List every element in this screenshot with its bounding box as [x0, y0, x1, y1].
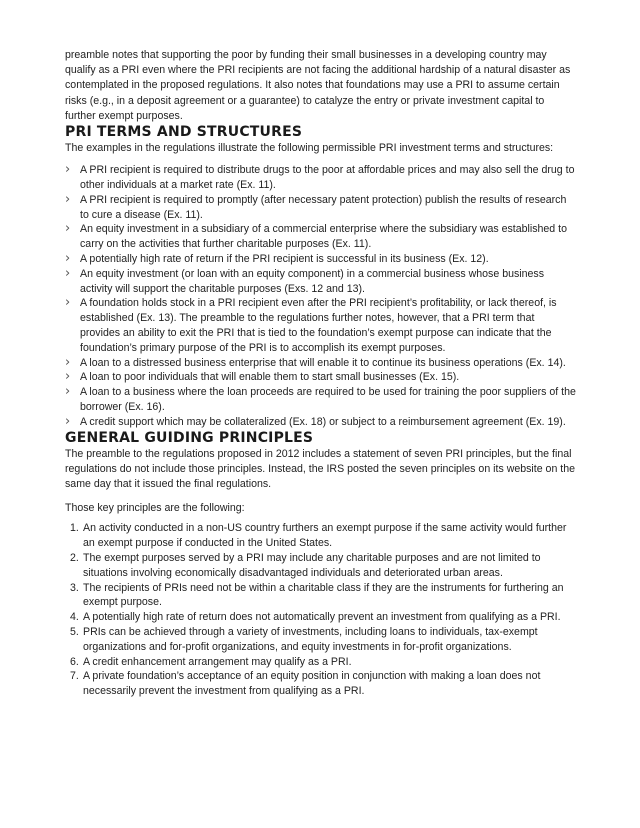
list-item: › A foundation holds stock in a PRI recipient even after the PRI recipient’s profitability, or lack thereof, is established (Ex. 13). The preamble to the regulations further notes, however, that a PRI term that provides an ability to exit the PRI that is tied to the foundation’s exempt purpose can indicate that the foundation’s primary purpose of the PRI is to accomplish its exempt purposes. — [65, 295, 557, 354]
list-item: › A loan to a distressed business enterprise that will enable it to continue its business operations (Ex. 14). — [65, 354, 566, 370]
list-item: 7. A private foundation’s acceptance of an equity position in conjunction with making a loan does not necessarily prevent the investment from qualifying as a PRI. — [70, 670, 541, 698]
intro-paragraph: preamble notes that supporting the poor by funding their small businesses in a developing country may qualify as a PRI even where the PRI recipients are not facing the additional hardship of a natural disaster as contemplated in the proposed regulations. It also notes that foundations may use a PRI to assume certain risks (e.g., in a deposit agreement or a guarantee) to catalyze the entry or private investment capital to further exempt purposes. — [65, 49, 571, 122]
list-item: › A loan to a business where the loan proceeds are required to be used for training the poor suppliers of the borrower (Ex. 16). — [65, 384, 576, 413]
seven-principles-link[interactable]: seven principles — [399, 462, 476, 475]
chevron-right-icon: › — [65, 265, 71, 281]
list-item: 2. The exempt purposes served by a PRI may include any charitable purposes and are not limited to situations involving economically disadvantaged individuals and deteriorated urban areas. — [70, 551, 541, 579]
list-item: 1. An activity conducted in a non-US country furthers an exempt purpose if the same activity would further an exempt purpose if conducted in the United States. — [70, 522, 567, 550]
document-page — [65, 48, 577, 699]
list-item: › A PRI recipient is required to distribute drugs to the poor at affordable prices and may also sell the drug to other individuals at a market rate (Ex. 11). — [65, 162, 575, 192]
principles-list-intro: Those key principles are the following: — [65, 502, 245, 515]
list-item: 3. The recipients of PRIs need not be within a charitable class if they are the instruments for furthering an exempt purpose. — [70, 581, 564, 609]
list-item: › A credit support which may be collateralized (Ex. 18) or subject to a reimbursement agreement (Ex. 19). — [65, 413, 566, 429]
list-item: 5. PRIs can be achieved through a variety of investments, including loans to individuals, tax-exempt organizations and for-profit organizations, and equity investments in for-profit organizations. — [70, 625, 538, 653]
chevron-right-icon: › — [65, 295, 71, 311]
list-item: › A PRI recipient is required to promptly (after necessary patent protection) publish the results of research to cure a disease (Ex. 11). — [65, 191, 567, 221]
chevron-right-icon: › — [65, 384, 71, 400]
chevron-right-icon: › — [65, 251, 71, 266]
chevron-right-icon: › — [65, 413, 71, 429]
guiding-principles-paragraph: The preamble to the regulations proposed in 2012 includes a statement of seven PRI principles, but the final regulations do not include those principles. Instead, the IRS posted the seven principles on its website on the same day that it issued the final regulations. — [65, 447, 576, 490]
section-heading-guiding-principles: GENERAL GUIDING PRINCIPLES — [65, 429, 314, 446]
list-item: › A potentially high rate of return if the PRI recipient is successful in its business (Ex. 12). — [65, 251, 489, 266]
pri-terms-list — [65, 163, 577, 429]
chevron-right-icon: › — [65, 191, 71, 207]
section-lead-pri-terms: The examples in the regulations illustrate the following permissible PRI investment terms and structures: — [65, 142, 554, 155]
chevron-right-icon: › — [65, 354, 71, 370]
list-item: › An equity investment in a subsidiary of a commercial enterprise where the subsidiary was established to carry on the activities that further charitable purposes (Ex. 11). — [65, 221, 567, 251]
list-item: › An equity investment (or loan with an equity component) in a commercial business whose business activity will support the charitable purposes (Exs. 12 and 13). — [65, 265, 545, 295]
section-heading-pri-terms: PRI TERMS AND STRUCTURES — [65, 124, 303, 141]
chevron-right-icon: › — [65, 221, 71, 237]
principles-list — [65, 521, 577, 699]
list-item: 6. A credit enhancement arrangement may qualify as a PRI. — [70, 655, 352, 668]
list-item: › A loan to poor individuals that will enable them to start small businesses (Ex. 15). — [65, 369, 460, 385]
chevron-right-icon: › — [65, 162, 71, 178]
chevron-right-icon: › — [65, 369, 71, 385]
list-item: 4. A potentially high rate of return does not automatically prevent an investment from qualifying as a PRI. — [70, 611, 561, 624]
